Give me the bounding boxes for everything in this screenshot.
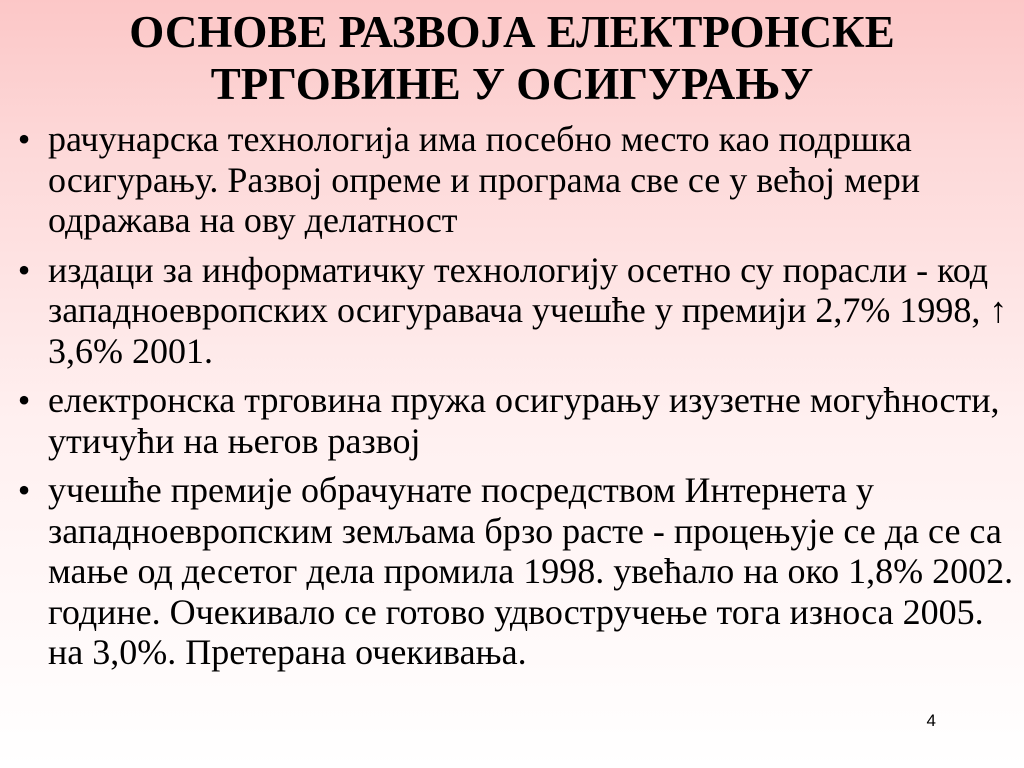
bullet-item-internet-premium-share: [14, 470, 1014, 673]
bullet-text: електронска трговина пружа осигурању изузетне могућности, утичући на његов развој: [48, 380, 1000, 461]
bullet-marker: •: [17, 380, 31, 420]
bullet-list: [14, 119, 1014, 682]
bullet-marker: •: [17, 249, 31, 290]
bullet-marker: •: [17, 470, 31, 510]
slide-title-line-2: ТРГОВИНЕ У ОСИГУРАЊУ: [210, 59, 814, 109]
bullet-marker: •: [17, 119, 31, 159]
slide-title: [0, 6, 1024, 110]
bullet-item-it-role: [14, 119, 1014, 241]
slide-title-line-1: ОСНОВЕ РАЗВОЈА ЕЛЕКТРОНСКЕ: [129, 7, 895, 57]
page-number: 4: [926, 711, 936, 730]
bullet-text: издаци за информатичку технологију осетно су порасли - код западноевропских осигуравача учешће у премији 2,7% 1998, ↑ 3,6% 2001.: [48, 249, 1008, 371]
bullet-text: учешће премије обрачунате посредством Интернета у западноевропским земљама брзо расте - процењује се да се са мање од десетог дела промила 1998. увећало на око 1,8% 2002. године. Очекивало се готово удвостручење тога износа 2005. на 3,0%. Претерана очекивања.: [48, 470, 1014, 672]
bullet-item-ecommerce-opportunities: [14, 380, 1014, 461]
bullet-text: рачунарска технологија има посебно место као подршка осигурању. Развој опреме и програма све се у већој мери одражава на ову делатност: [48, 119, 921, 240]
bullet-item-it-spending: [14, 250, 1014, 372]
